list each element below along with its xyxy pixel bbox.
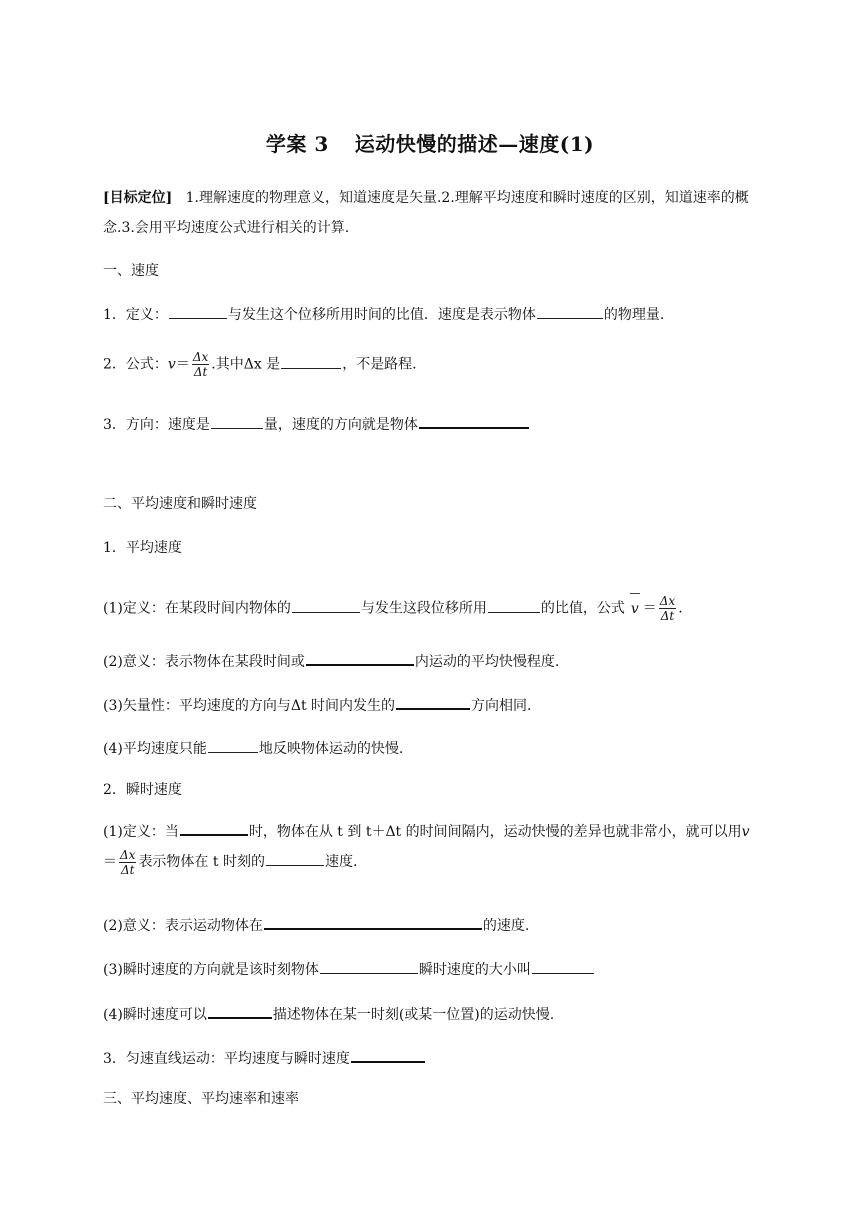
velocity-definition: 1．定义： 与发生这个位移所用时间的比值．速度是表示物体 的物理量. — [103, 303, 664, 325]
answer-blank[interactable] — [488, 597, 540, 613]
average-velocity-heading: 1．平均速度 — [103, 540, 182, 556]
average-velocity-limit: (4)平均速度只能 地反映物体运动的快慢. — [103, 737, 403, 759]
average-velocity-meaning: (2)意义：表示物体在某段时间或 内运动的平均快慢程度. — [103, 649, 559, 672]
answer-blank[interactable] — [169, 303, 227, 319]
answer-blank[interactable] — [292, 597, 360, 613]
delta-x-over-delta-t: $\frac{\Delta x}{\Delta t}$ — [192, 350, 209, 379]
instantaneous-velocity-definition: (1)定义：当 时，物体在从 t 到 t＋Δt 的时间间隔内，运动快慢的差异也就非常小，就可以用v＝ $\frac{\Delta x}{\Delta t}$ 表示物体在 t 时刻的 速度. — [103, 817, 758, 877]
objectives-label: [目标定位] — [103, 190, 173, 206]
answer-blank[interactable] — [419, 412, 529, 429]
answer-blank[interactable] — [266, 850, 324, 866]
title-sub: 运动快慢的描述—速度(1) — [354, 132, 595, 156]
answer-blank[interactable] — [264, 913, 482, 930]
answer-blank[interactable] — [180, 819, 248, 836]
answer-blank[interactable] — [306, 649, 414, 666]
section2-heading: 二、平均速度和瞬时速度 — [103, 496, 257, 512]
velocity-formula: 2．公式：v＝ $\frac{\Delta x}{\Delta t}$ .其中Δx 是 ，不是路程. — [103, 350, 417, 379]
instantaneous-velocity-direction: (3)瞬时速度的方向就是该时刻物体 瞬时速度的大小叫 — [103, 958, 595, 980]
uniform-motion: 3．匀速直线运动：平均速度与瞬时速度 — [103, 1046, 426, 1069]
objectives-paragraph — [103, 183, 758, 243]
answer-blank[interactable] — [537, 303, 603, 319]
section1-heading: 一、速度 — [103, 263, 159, 279]
answer-blank[interactable] — [396, 693, 470, 710]
answer-blank[interactable] — [532, 958, 594, 974]
average-velocity-definition: (1)定义：在某段时间内物体的 与发生这段位移所用 的比值，公式 v ＝ $\frac{\Delta x}{\Delta t}$ . — [103, 594, 683, 623]
title-main: 学案 3 — [265, 132, 329, 156]
page-title — [0, 128, 860, 157]
instantaneous-velocity-meaning: (2)意义：表示运动物体在 的速度. — [103, 913, 529, 936]
answer-blank[interactable] — [208, 1002, 272, 1019]
instantaneous-velocity-heading: 2．瞬时速度 — [103, 782, 182, 798]
section3-heading: 三、平均速度、平均速率和速率 — [103, 1091, 299, 1107]
velocity-direction: 3．方向：速度是 量，速度的方向就是物体 — [103, 412, 530, 435]
answer-blank[interactable] — [320, 958, 418, 974]
delta-x-over-delta-t: $\frac{\Delta x}{\Delta t}$ — [659, 594, 676, 623]
average-velocity-vector: (3)矢量性：平均速度的方向与Δt 时间内发生的 方向相同. — [103, 693, 531, 716]
instantaneous-velocity-precision: (4)瞬时速度可以 描述物体在某一时刻(或某一位置)的运动快慢. — [103, 1002, 554, 1025]
answer-blank[interactable] — [351, 1046, 425, 1063]
answer-blank[interactable] — [208, 737, 258, 753]
answer-blank[interactable] — [211, 413, 263, 429]
delta-x-over-delta-t: $\frac{\Delta x}{\Delta t}$ — [120, 847, 136, 877]
objectives-text: 1.理解速度的物理意义，知道速度是矢量.2.理解平均速度和瞬时速度的区别，知道速率的概念.3.会用平均速度公式进行相关的计算. — [103, 190, 749, 236]
answer-blank[interactable] — [281, 353, 341, 369]
